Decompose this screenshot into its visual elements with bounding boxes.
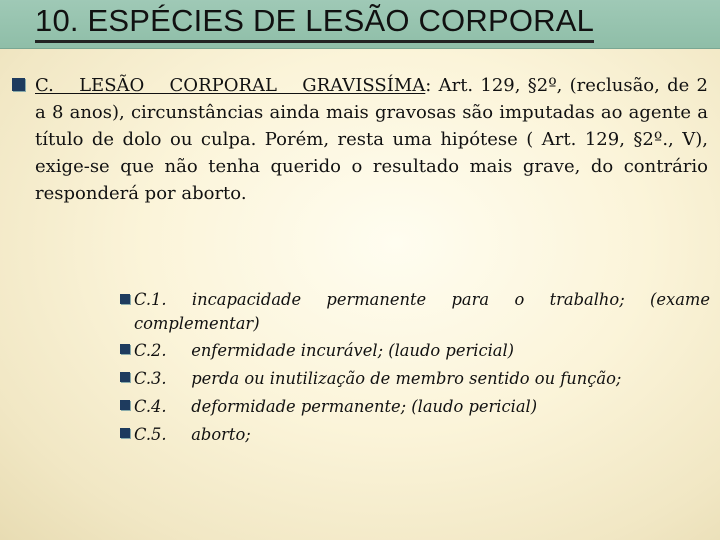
sub-bullet-item [120,422,710,448]
main-bullet [10,72,708,207]
sub-bullet-list [120,288,710,450]
sub-bullet-item [120,338,710,364]
title-bar [0,0,720,49]
square-bullet-icon [12,78,25,91]
main-bullet-text: : Art. 129, §2º, (reclusão, de 2 a 8 anos), circunstâncias ainda mais gravosas são imputadas ao agente a título de dolo ou culpa. Porém, resta uma hipótese ( Art. 129, §2º., V), exige-se que não tenha querido o resultado mais grave, do contrário responderá por aborto. [35,75,708,204]
sub-bullet-code: C.5. [134,425,167,444]
square-bullet-icon [120,428,130,438]
sub-bullet-code: C.3. [134,369,167,388]
main-bullet-heading: C. LESÃO CORPORAL GRAVISSÍMA [35,75,426,96]
square-bullet-icon [120,344,130,354]
sub-bullet-item [120,288,710,336]
sub-bullet-code: C.1. [134,290,167,309]
sub-bullet-code: C.4. [134,397,167,416]
square-bullet-icon [120,400,130,410]
sub-bullet-text: incapacidade permanente para o trabalho; (exame complementar) [134,290,710,333]
sub-bullet-code: C.2. [134,341,167,360]
square-bullet-icon [120,372,130,382]
sub-bullet-item [120,394,710,420]
square-bullet-icon [120,294,130,304]
sub-bullet-item [120,366,710,392]
sub-bullet-text: perda ou inutilização de membro sentido ou função; [191,369,622,388]
slide-title: 10. ESPÉCIES DE LESÃO CORPORAL [35,2,594,43]
main-bullet-paragraph [35,72,708,207]
sub-bullet-text: deformidade permanente; (laudo pericial) [191,397,538,416]
sub-bullet-text: enfermidade incurável; (laudo pericial) [191,341,515,360]
main-bullet-row [10,72,708,207]
sub-bullet-text: aborto; [191,425,251,444]
